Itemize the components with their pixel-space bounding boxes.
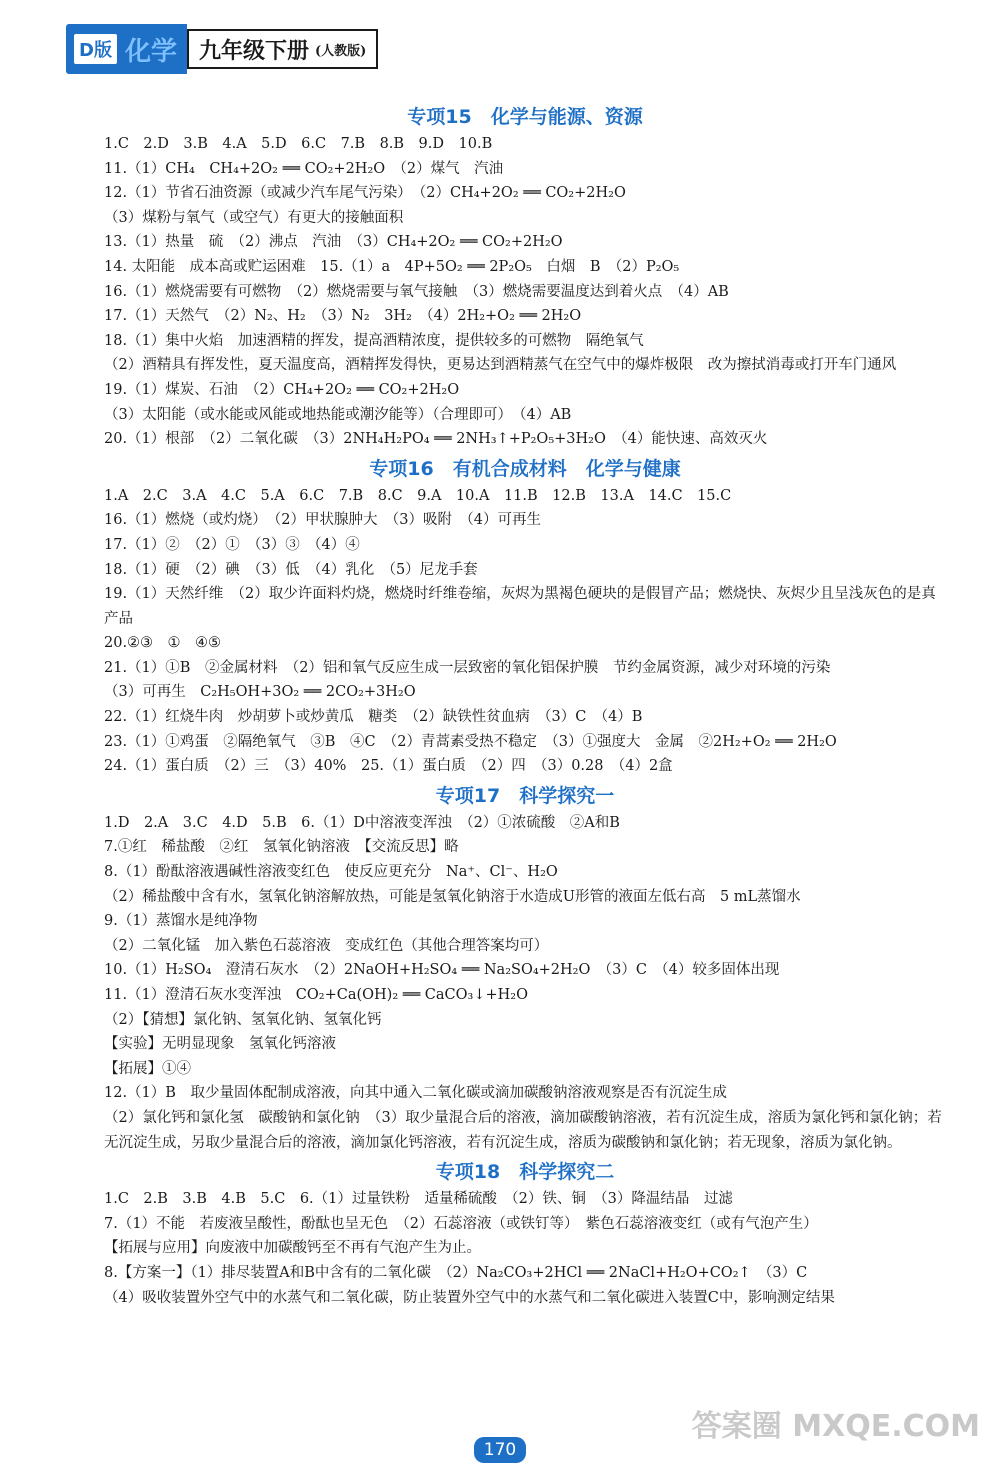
answer-line: 13.（1）热量 硫 （2）沸点 汽油 （3）CH₄+2O₂ ══ CO₂+2H₂O <box>104 234 563 251</box>
answer-line: 20.（1）根部 （2）二氧化碳 （3）2NH₄H₂PO₄ ══ 2NH₃↑+P₂O₅+3H₂O （4）能快速、高效灭火 <box>104 431 768 448</box>
answer-line: 19.（1）煤炭、石油 （2）CH₄+2O₂ ══ CO₂+2H₂O <box>104 381 460 398</box>
version-label: (人教版) <box>314 43 367 59</box>
answer-line: 8.【方案一】（1）排尽装置A和B中含有的二氧化碳 （2）Na₂CO₃+2HCl ══ 2NaCl+H₂O+CO₂↑ （3）C <box>104 1264 808 1281</box>
answer-line: 1.A 2.C 3.A 4.C 5.A 6.C 7.B 8.C 9.A 10.A 11.B 12.B 13.A 14.C 15.C <box>104 487 732 504</box>
answer-line: 7.（1）不能 若废液呈酸性，酚酞也呈无色 （2）石蕊溶液（或铁钉等） 紫色石蕊溶液变红（或有气泡产生） <box>104 1215 818 1232</box>
answer-content <box>104 100 946 1310</box>
answer-line: （2）【猜想】氯化钠、氢氧化钠、氢氧化钙 <box>104 1011 382 1028</box>
answer-line: 23.（1）①鸡蛋 ②隔绝氧气 ③B ④C （2）青蒿素受热不稳定 （3）①强度大 金属 ②2H₂+O₂ ══ 2H₂O <box>104 733 837 750</box>
header-title-box <box>187 29 378 69</box>
answer-line: 22.（1）红烧牛肉 炒胡萝卜或炒黄瓜 糖类 （2）缺铁性贫血病 （3）C （4）B <box>104 709 643 726</box>
answer-line: 7.①红 稀盐酸 ②红 氢氧化钠溶液 【交流反思】略 <box>104 839 459 856</box>
answer-line: 20.②③ ① ④⑤ <box>104 635 222 652</box>
page-header <box>66 22 378 76</box>
answer-line: （3）煤粉与氧气（或空气）有更大的接触面积 <box>104 209 404 226</box>
grade-label: 九年级下册 <box>198 38 309 64</box>
answer-line: 1.C 2.D 3.B 4.A 5.D 6.C 7.B 8.B 9.D 10.B <box>104 136 493 152</box>
answer-line: 18.（1）硬 （2）碘 （3）低 （4）乳化 （5）尼龙手套 <box>104 561 478 578</box>
answer-line: 19.（1）天然纤维 （2）取少许面料灼烧，燃烧时纤维卷缩，灰烬为黑褐色硬块的是假冒产品；燃烧快、灰烬少且呈浅灰色的是真产品 <box>104 586 936 627</box>
section-title: 专项16 有机合成材料 化学与健康 <box>369 457 681 480</box>
answer-line: 【拓展与应用】向废液中加碳酸钙至不再有气泡产生为止。 <box>104 1240 481 1257</box>
section-title: 专项15 化学与能源、资源 <box>407 106 643 128</box>
answer-line: （3）可再生 C₂H₅OH+3O₂ ══ 2CO₂+3H₂O <box>104 684 416 701</box>
answer-line: 14. 太阳能 成本高或贮运困难 15.（1）a 4P+5O₂ ══ 2P₂O₅ 白烟 B （2）P₂O₅ <box>104 258 680 275</box>
answer-line: 18.（1）集中火焰 加速酒精的挥发，提高酒精浓度，提供较多的可燃物 隔绝氧气 <box>104 332 644 349</box>
answer-line: 24.（1）蛋白质 （2）三 （3）40% 25.（1）蛋白质 （2）四 （3）0.28 （4）2盒 <box>104 758 673 775</box>
answer-line: （2）氯化钙和氯化氢 碳酸钠和氯化钠 （3）取少量混合后的溶液，滴加碳酸钠溶液，若有沉淀生成，溶质为氯化钙和氯化钠；若无沉淀生成，另取少量混合后的溶液，滴加氯化钙溶液，若有沉淀生成，溶质为碳酸钠和氯化钠；若无现象，溶质为氯化钠。 <box>104 1109 942 1151</box>
answer-line: 8.（1）酚酞溶液遇碱性溶液变红色 使反应更充分 Na⁺、Cl⁻、H₂O <box>104 864 558 881</box>
answer-line: 12.（1）节省石油资源（或减少汽车尾气污染） （2）CH₄+2O₂ ══ CO₂+2H₂O <box>104 185 626 202</box>
subject-label: 化学 <box>124 36 177 67</box>
answer-line: 21.（1）①B ②金属材料 （2）铝和氧气反应生成一层致密的氧化铝保护膜 节约金属资源，减少对环境的污染 <box>104 659 831 676</box>
answer-line: （2）稀盐酸中含有水，氢氧化钠溶解放热，可能是氢氧化钠溶于水造成U形管的液面左低右高 5 mL蒸馏水 <box>104 888 801 905</box>
page-number: 170 <box>474 1437 526 1463</box>
answer-line: 11.（1）CH₄ CH₄+2O₂ ══ CO₂+2H₂O （2）煤气 汽油 <box>104 160 504 177</box>
answer-line: 1.D 2.A 3.C 4.D 5.B 6.（1）D中溶液变浑浊 （2）①浓硫酸 ②A和B <box>104 814 620 831</box>
answer-line: 17.（1）② （2）① （3）③ （4）④ <box>104 536 360 553</box>
answer-line: 【实验】无明显现象 氢氧化钙溶液 <box>104 1036 336 1053</box>
header-badge <box>66 24 187 74</box>
answer-line: 1.C 2.B 3.B 4.B 5.C 6.（1）过量铁粉 适量稀硫酸 （2）铁、铜 （3）降温结晶 过滤 <box>104 1191 733 1208</box>
answer-line: （3）太阳能（或水能或风能或地热能或潮汐能等）（合理即可） （4）AB <box>104 406 572 423</box>
section-title: 专项18 科学探究二 <box>435 1161 615 1184</box>
answer-line: 【拓展】①④ <box>104 1060 191 1077</box>
answer-line: 17.（1）天然气 （2）N₂、H₂ （3）N₂ 3H₂ （4）2H₂+O₂ ══ 2H₂O <box>104 308 582 325</box>
answer-line: 10.（1）H₂SO₄ 澄清石灰水 （2）2NaOH+H₂SO₄ ══ Na₂SO₄+2H₂O （3）C （4）较多固体出现 <box>104 962 780 979</box>
edition-label: D版 <box>74 34 117 64</box>
answer-line: （2）二氧化锰 加入紫色石蕊溶液 变成红色（其他合理答案均可） <box>104 937 549 954</box>
answer-line: 16.（1）燃烧（或灼烧） （2）甲状腺肿大 （3）吸附 （4）可再生 <box>104 512 541 529</box>
answer-line: 9.（1）蒸馏水是纯净物 <box>104 913 258 930</box>
section-title: 专项17 科学探究一 <box>435 784 615 807</box>
watermark: 答案圈 MXQE.COM <box>691 1409 980 1444</box>
answer-line: （2）酒精具有挥发性，夏天温度高，酒精挥发得快，更易达到酒精蒸气在空气中的爆炸极限 改为擦拭消毒或打开车门通风 <box>104 357 897 374</box>
answer-line: 16.（1）燃烧需要有可燃物 （2）燃烧需要与氧气接触 （3）燃烧需要温度达到着火点 （4）AB <box>104 283 729 300</box>
answer-line: 11.（1）澄清石灰水变浑浊 CO₂+Ca(OH)₂ ══ CaCO₃↓+H₂O <box>104 987 528 1003</box>
answer-line: 12.（1）B 取少量固体配制成溶液，向其中通入二氧化碳或滴加碳酸钠溶液观察是否有沉淀生成 <box>104 1085 727 1102</box>
answer-line: （4）吸收装置外空气中的水蒸气和二氧化碳，防止装置外空气中的水蒸气和二氧化碳进入装置C中，影响测定结果 <box>104 1289 835 1306</box>
